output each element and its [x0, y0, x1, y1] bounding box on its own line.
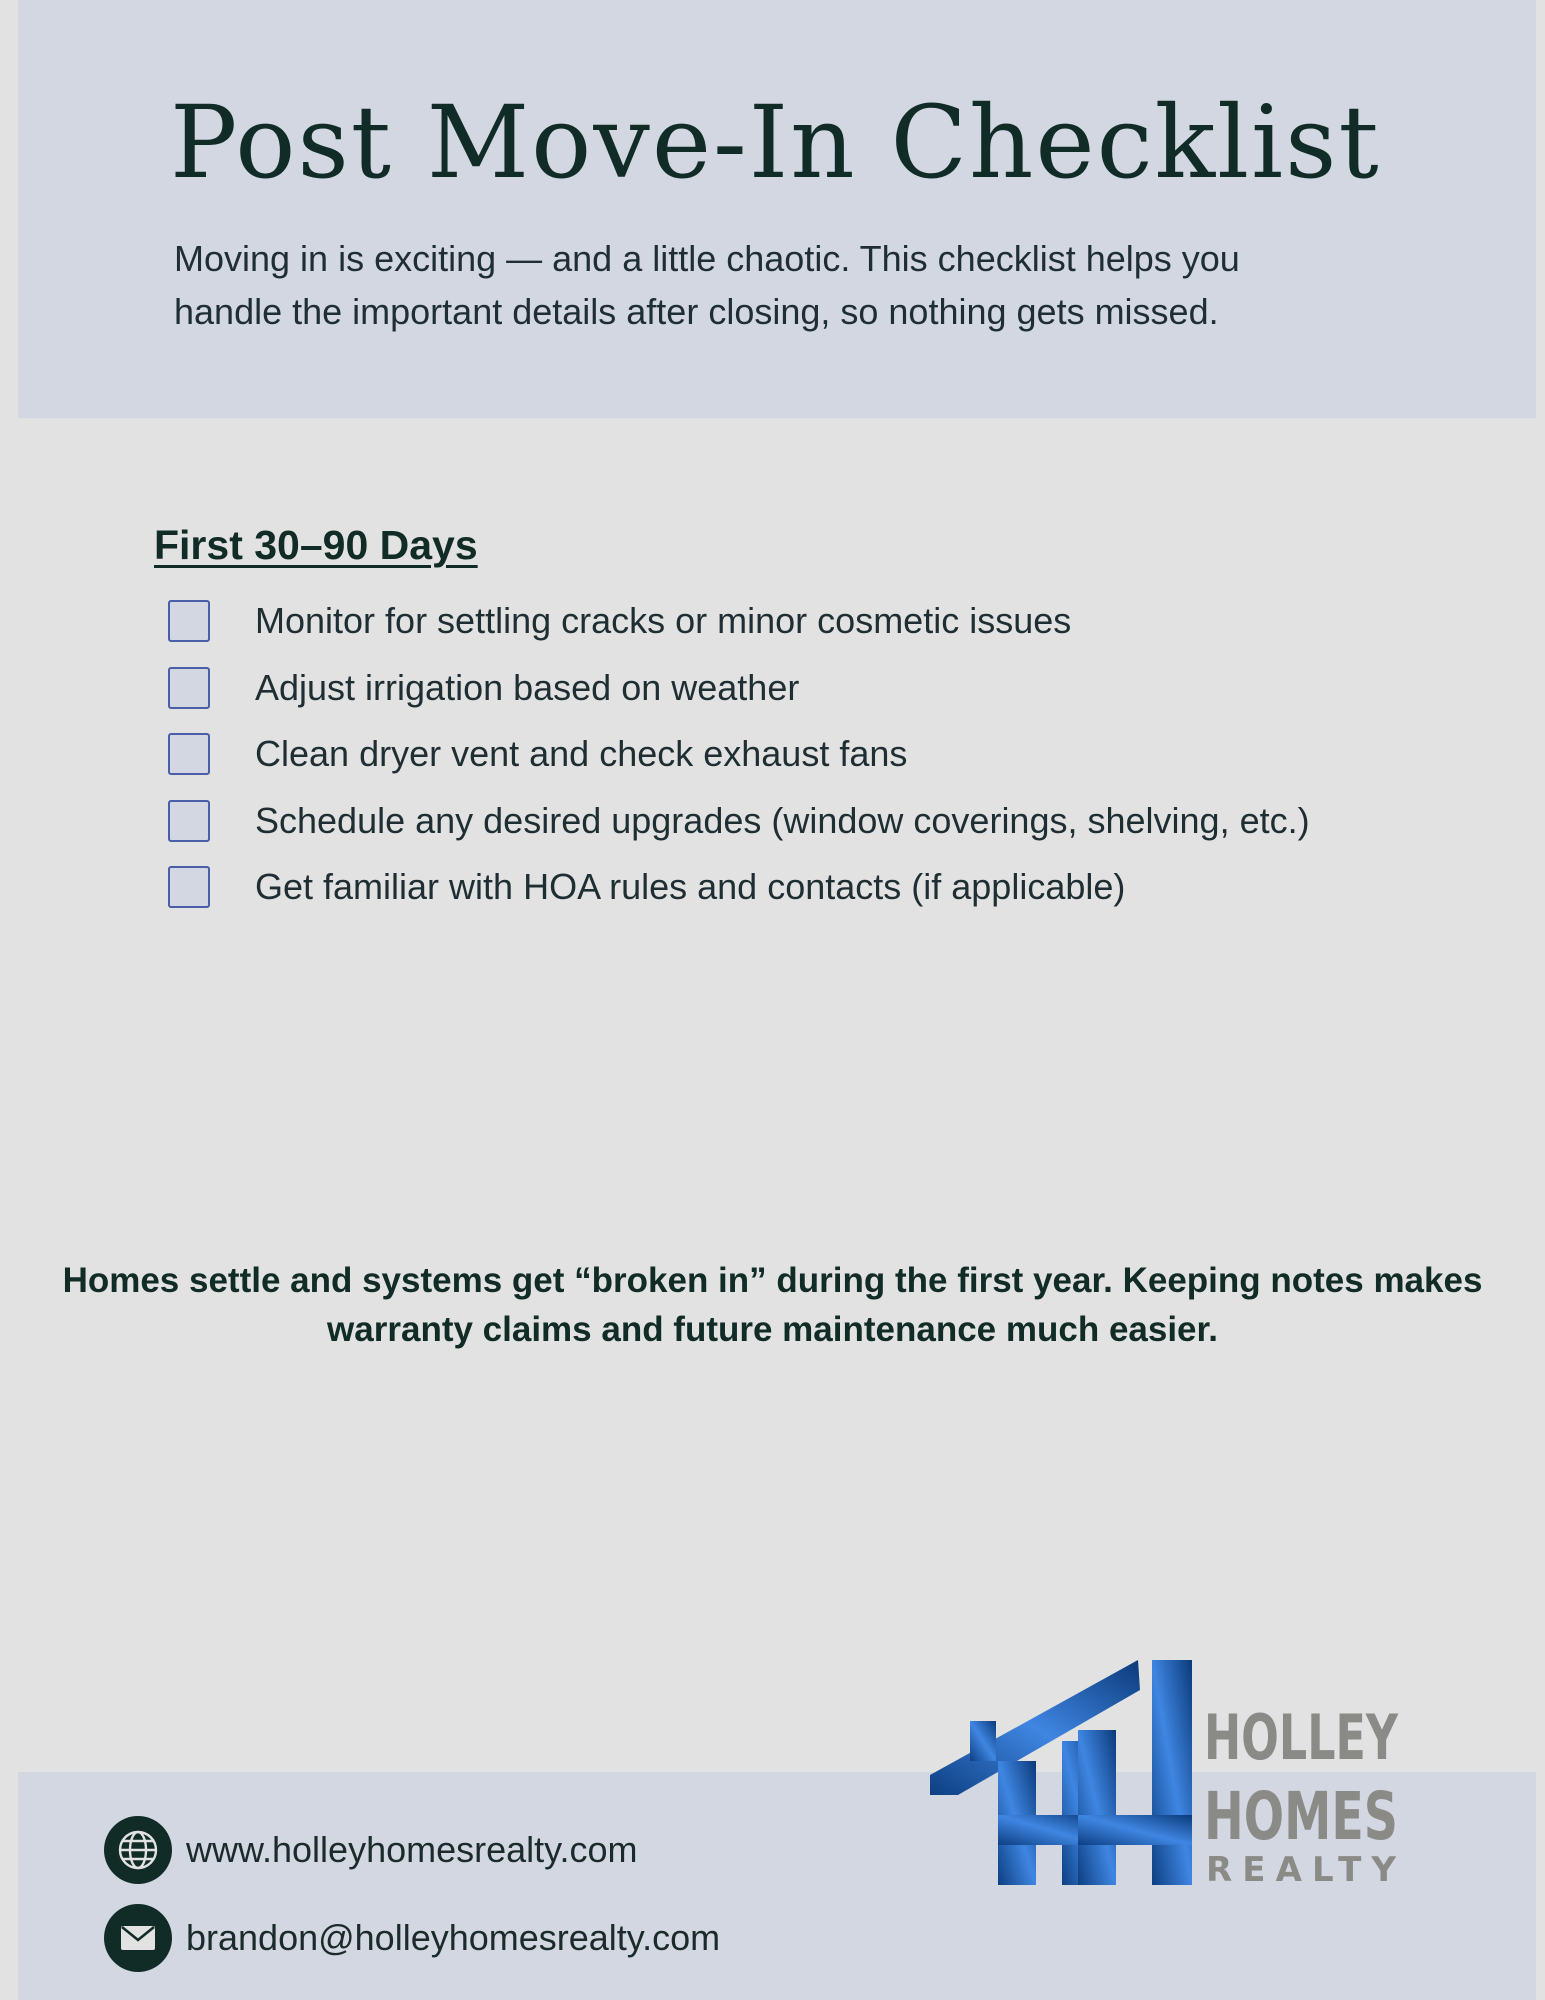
house-mark: [930, 1660, 1192, 1885]
note-text: Homes settle and systems get “broken in” during the first year. Keeping notes makes warranty claims and future maintenance much easier.: [62, 1261, 1483, 1349]
checkbox[interactable]: [168, 600, 210, 642]
logo-line-2: HOMES: [1204, 1778, 1398, 1855]
email-contact: [104, 1904, 720, 1972]
checkbox[interactable]: [168, 733, 210, 775]
checklist: [168, 588, 1310, 921]
logo-line-1: HOLLEY: [1204, 1701, 1399, 1774]
checklist-item-label: Get familiar with HOA rules and contacts (if applicable): [255, 866, 1126, 908]
checklist-item: [168, 854, 1310, 921]
intro-text: Moving in is exciting — and a little chaotic. This checklist helps you handle the important details after closing, so nothing gets missed.: [174, 238, 1240, 332]
checkbox[interactable]: [168, 866, 210, 908]
section-heading: First 30–90 Days: [154, 522, 478, 568]
checkbox[interactable]: [168, 800, 210, 842]
company-logo: [928, 1655, 1408, 1890]
header-band: [18, 0, 1536, 418]
checklist-item: [168, 721, 1310, 788]
checkbox[interactable]: [168, 667, 210, 709]
globe-icon: [104, 1816, 172, 1884]
checklist-item: [168, 788, 1310, 855]
email-link[interactable]: brandon@holleyhomesrealty.com: [186, 1917, 721, 1958]
checklist-item-label: Clean dryer vent and check exhaust fans: [255, 733, 908, 775]
page-title: Post Move-In Checklist: [170, 84, 1381, 201]
checklist-item: [168, 588, 1310, 655]
logo-line-3: REALTY: [1206, 1850, 1396, 1890]
checklist-item: [168, 655, 1310, 722]
checklist-item-label: Monitor for settling cracks or minor cosmetic issues: [255, 600, 1072, 642]
checklist-item-label: Adjust irrigation based on weather: [255, 666, 800, 708]
checklist-item-label: Schedule any desired upgrades (window coverings, shelving, etc.): [255, 799, 1310, 841]
website-contact: [104, 1816, 638, 1884]
website-link[interactable]: www.holleyhomesrealty.com: [186, 1829, 638, 1870]
envelope-icon: [104, 1904, 172, 1972]
